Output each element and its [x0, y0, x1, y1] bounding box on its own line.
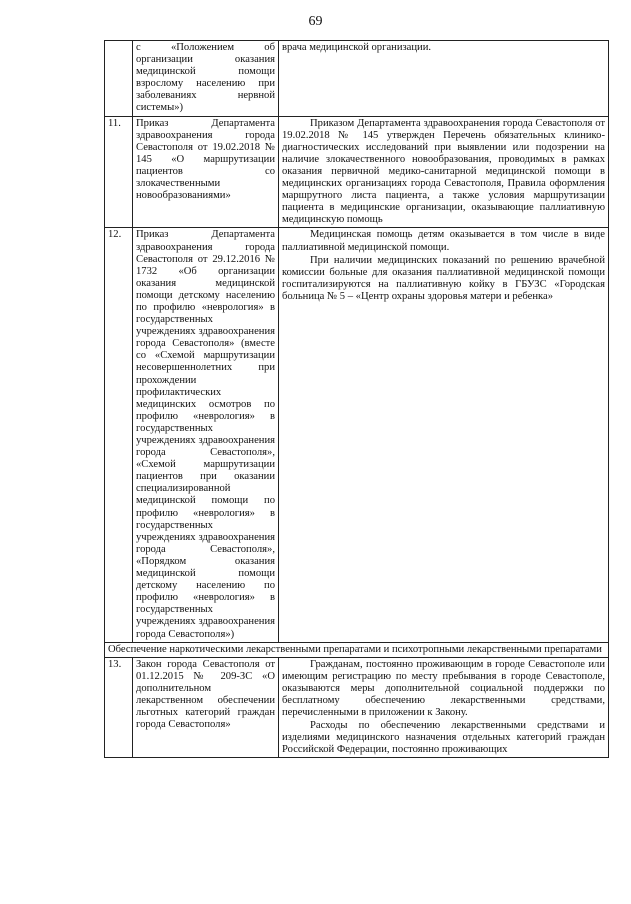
section-row	[105, 642, 609, 657]
row-number: 11.	[105, 116, 133, 228]
description-paragraph: Приказом Департамента здравоохранения города Севастополя от 19.02.2018 № 145 утвержден Перечень обязательных клинико-диагностических исследований при выявлении или подозрении на наличие злокачественного новообразования, проводимых в рамках оказания первичной медико-санитарной медицинской помощи в медицинских организациях города Севастополя, Правила оформления маршрутного листа пациента, а также условия маршрутизации пациента в медицинские организации, оказывающие паллиативную медицинскую помощь	[282, 117, 605, 226]
page-number: 69	[308, 14, 323, 29]
row-number	[105, 41, 133, 117]
table-row	[105, 228, 609, 642]
document-reference: Приказ Департамента здравоохранения города Севастополя от 29.12.2016 № 1732 «Об организации оказания медицинской помощи детскому населению по профилю «неврология» в государственных учреждениях здравоохранения города Севастополя» (вместе со «Схемой маршрутизации несовершеннолетних при прохождении профилактических медицинских осмотров по профилю «неврология» в государственных учреждениях здравоохранения города Севастополя», «Схемой маршрутизации пациентов при оказании специализированной медицинской помощи по профилю «неврология» в государственных учреждениях здравоохранения города Севастополя», «Порядком оказания медицинской помощи детскому населению по профилю «неврология» в государственных учреждениях здравоохранения города Севастополя»)	[133, 228, 279, 642]
legislation-table	[104, 40, 609, 758]
description-paragraph: Расходы по обеспечению лекарственными средствами и изделиями медицинского назначения отдельных категорий граждан Российской Федерации, постоянно проживающих	[282, 720, 605, 756]
description-cell	[279, 228, 609, 642]
description-paragraph: врача медицинской организации.	[282, 42, 432, 53]
description-paragraph: Гражданам, постоянно проживающим в городе Севастополе или имеющим регистрацию по месту пребывания в городе Севастополе, оказываются меры дополнительной социальной поддержки по бесплатному обеспечению лекарственными средствами, перечисленными в приложении к Закону.	[282, 658, 605, 719]
row-number: 12.	[105, 228, 133, 642]
table-row	[105, 657, 609, 758]
description-paragraph: При наличии медицинских показаний по решению врачебной комиссии больные для оказания паллиативной медицинской помощи госпитализируются на паллиативную койку в ГБУЗС «Городская больница № 5 – «Центр охраны здоровья матери и ребенка»	[282, 254, 605, 302]
document-reference: Приказ Департамента здравоохранения города Севастополя от 19.02.2018 № 145 «О маршрутизации пациентов со злокачественными новообразованиями»	[133, 116, 279, 228]
description-cell	[279, 116, 609, 228]
description-cell	[279, 41, 609, 117]
table-row	[105, 41, 609, 117]
document-reference: с «Положением об организации оказания медицинской помощи взрослому населению при заболеваниях нервной системы»)	[133, 41, 279, 117]
description-paragraph: Медицинская помощь детям оказывается в том числе в виде паллиативной медицинской помощи.	[282, 229, 605, 253]
document-reference: Закон города Севастополя от 01.12.2015 № 209-ЗС «О дополнительном лекарственном обеспечении льготных категорий граждан города Севастополя»	[133, 657, 279, 758]
row-number: 13.	[105, 657, 133, 758]
description-cell	[279, 657, 609, 758]
section-title: Обеспечение наркотическими лекарственными препаратами и психотропными лекарственными препаратами	[105, 642, 609, 657]
table-row	[105, 116, 609, 228]
